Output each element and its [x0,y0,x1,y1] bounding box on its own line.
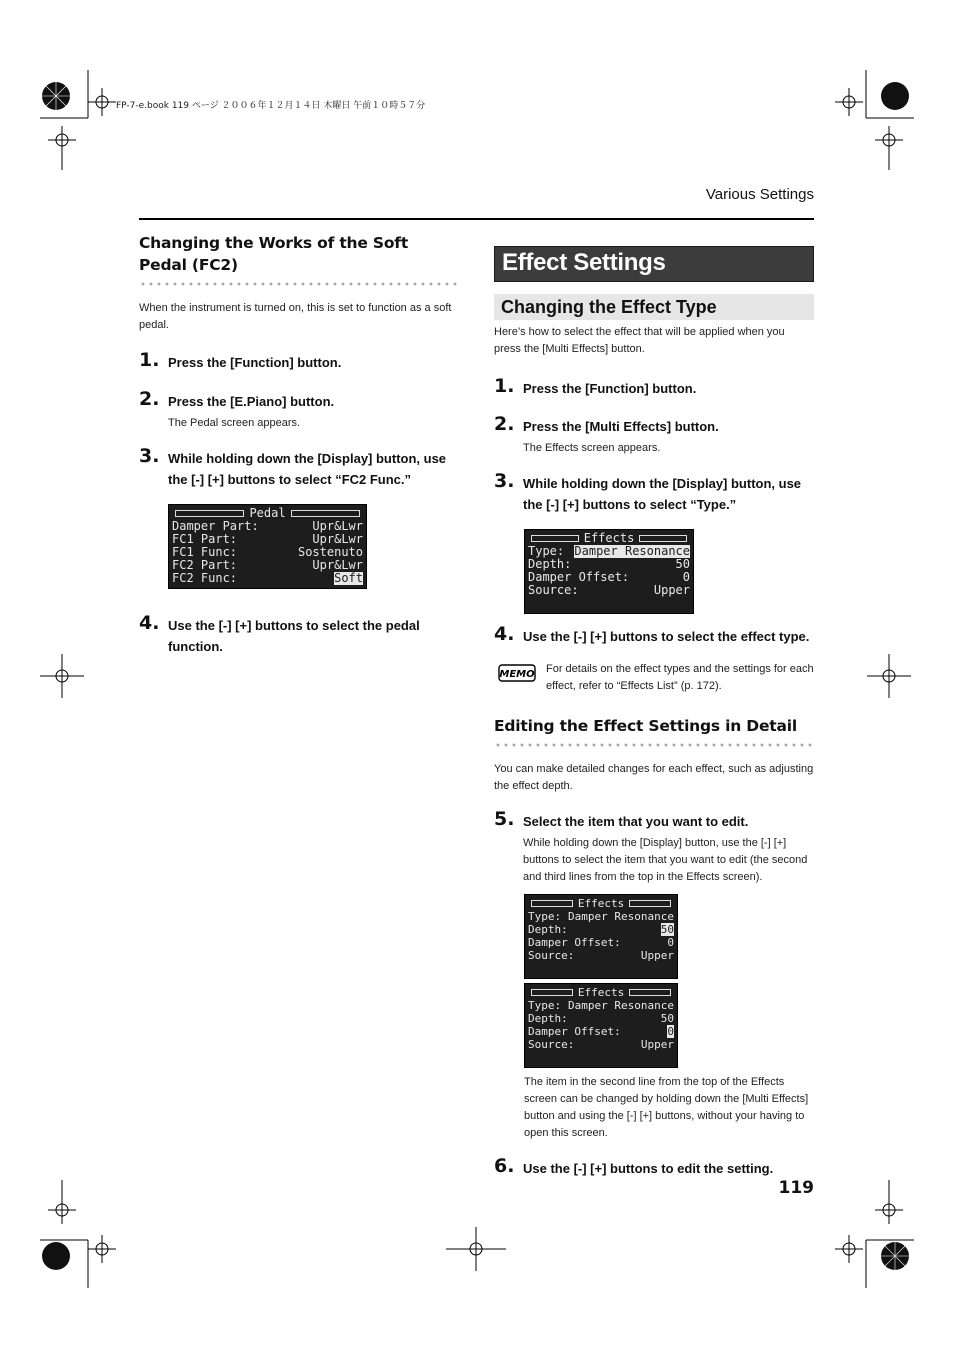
right-column [494,246,814,1179]
memo-icon [498,661,536,685]
page-number: 119 [778,1178,814,1198]
step-number: 6. [494,1155,515,1177]
lcd-value: Upr&Lwr [312,558,363,572]
lcd-label: FC2 Part: [172,558,238,572]
lcd-row [528,584,690,597]
lcd-label: Type: [528,910,562,923]
effects-lcd-offset [524,983,678,1068]
step-number: 5. [494,808,515,830]
effects-lcd-depth [524,894,678,979]
lcd-label: Source: [528,949,575,962]
detail-intro: You can make detailed changes for each effect, such as adjusting the effect depth. [494,763,814,792]
effect-intro: Here’s how to select the effect that will be applied when you press the [Multi Effects] button. [494,326,785,355]
lcd-title: Effects [583,531,635,545]
lcd-row [528,1038,674,1051]
lcd-row [528,1012,674,1025]
step-5 [494,808,814,886]
step-number: 1. [139,349,160,371]
step-number: 2. [494,413,515,435]
dotted-divider [494,743,814,747]
lcd-value: 0 [682,570,690,584]
lcd-row [528,936,674,949]
lcd-title: Effects [577,897,625,910]
lcd-row [528,910,674,923]
step-6 [494,1155,814,1179]
subsection-title: Changing the Effect Type [494,294,814,320]
lcd-value: Upper [640,949,674,962]
step-1 [494,375,814,399]
step-text: Select the item that you want to edit. [523,814,749,829]
step-number: 4. [139,612,160,634]
lcd-value: 50 [660,1012,674,1025]
lcd-value: Damper Resonance [568,910,674,923]
pedal-lcd-screen [168,504,367,589]
memo-note [494,661,814,695]
after-lcd-note: The item in the second line from the top of the Effects screen can be changed by holding down the [Multi Effects] button and using the [-] [+] buttons, without your having to open this screen. [524,1076,809,1139]
lcd-row [172,572,363,585]
lcd-row [528,923,674,936]
lcd-value: Upr&Lwr [312,519,363,533]
step-number: 4. [494,623,515,645]
lcd-value: Upper [640,1038,674,1051]
lcd-label: FC1 Part: [172,532,238,546]
step-number: 1. [494,375,515,397]
lcd-title: Effects [577,986,625,999]
lcd-row [528,999,674,1012]
lcd-value: Damper Resonance [568,999,674,1012]
step-text: While holding down the [Display] button, use the [-] [+] buttons to select “Type.” [523,476,802,512]
lcd-value-selected: 0 [667,1025,674,1038]
step-1 [139,349,459,373]
step-text: Press the [E.Piano] button. [168,394,335,409]
left-column [139,232,459,657]
step-number: 3. [494,470,515,492]
step-3 [494,470,814,515]
svg-text:MEMO: MEMO [499,669,535,680]
step-text: Use the [-] [+] buttons to select the effect type. [523,629,810,644]
section-title: Effect Settings [494,246,814,282]
soft-pedal-intro: When the instrument is turned on, this is set to function as a soft pedal. [139,302,452,331]
lcd-value: Sostenuto [297,545,363,559]
step-text: Press the [Function] button. [168,355,342,370]
lcd-label: Depth: [528,1012,568,1025]
lcd-label: Damper Offset: [528,570,630,584]
lcd-label: Source: [528,583,579,597]
step-note: While holding down the [Display] button, use the [-] [+] buttons to select the item that you want to edit (the second and third lines from the top in the Effects screen). [523,837,808,883]
lcd-label: FC1 Func: [172,545,238,559]
effects-lcd-type [524,529,694,614]
dotted-divider [139,282,459,286]
lcd-label: Damper Offset: [528,1025,621,1038]
step-number: 3. [139,445,160,467]
step-2 [139,388,459,432]
step-text: Use the [-] [+] buttons to select the pedal function. [168,618,420,654]
memo-text: For details on the effect types and the settings for each effect, refer to “Effects List” (p. 172). [546,663,814,692]
lcd-value: Upr&Lwr [312,532,363,546]
step-text: Use the [-] [+] buttons to edit the setting. [523,1161,774,1176]
lcd-label: Depth: [528,923,568,936]
step-number: 2. [139,388,160,410]
detail-heading: Editing the Effect Settings in Detail [494,717,797,735]
lcd-label: FC2 Func: [172,571,238,585]
lcd-label: Type: [528,544,565,558]
lcd-label: Type: [528,999,562,1012]
lcd-label: Depth: [528,557,572,571]
step-note: The Effects screen appears. [523,442,661,454]
lcd-value: 50 [675,557,690,571]
lcd-label: Damper Offset: [528,936,621,949]
lcd-label: Damper Part: [172,519,259,533]
lcd-value: 0 [667,936,674,949]
running-head: Various Settings [705,186,814,203]
step-text: Press the [Function] button. [523,381,697,396]
lcd-label: Source: [528,1038,575,1051]
soft-pedal-heading: Changing the Works of the Soft Pedal (FC2) [139,234,409,274]
lcd-row [528,1025,674,1038]
step-text: Press the [Multi Effects] button. [523,419,719,434]
lcd-title: Pedal [249,506,286,520]
step-note: The Pedal screen appears. [168,417,301,429]
print-meta: FP-7-e.book 119 ページ ２００６年１２月１４日 木曜日 午前１０時５７分 [116,101,426,111]
step-2 [494,413,814,457]
step-text: While holding down the [Display] button, use the [-] [+] buttons to select “FC2 Func.” [168,451,447,487]
lcd-value-selected: Damper Resonance [574,544,690,558]
step-4 [494,623,814,647]
step-4 [139,612,459,657]
lcd-value: Upper [653,583,690,597]
lcd-row [528,949,674,962]
lcd-value-selected: Soft [334,571,363,585]
lcd-value-selected: 50 [660,923,674,936]
header-rule [139,218,814,220]
step-3 [139,445,459,490]
